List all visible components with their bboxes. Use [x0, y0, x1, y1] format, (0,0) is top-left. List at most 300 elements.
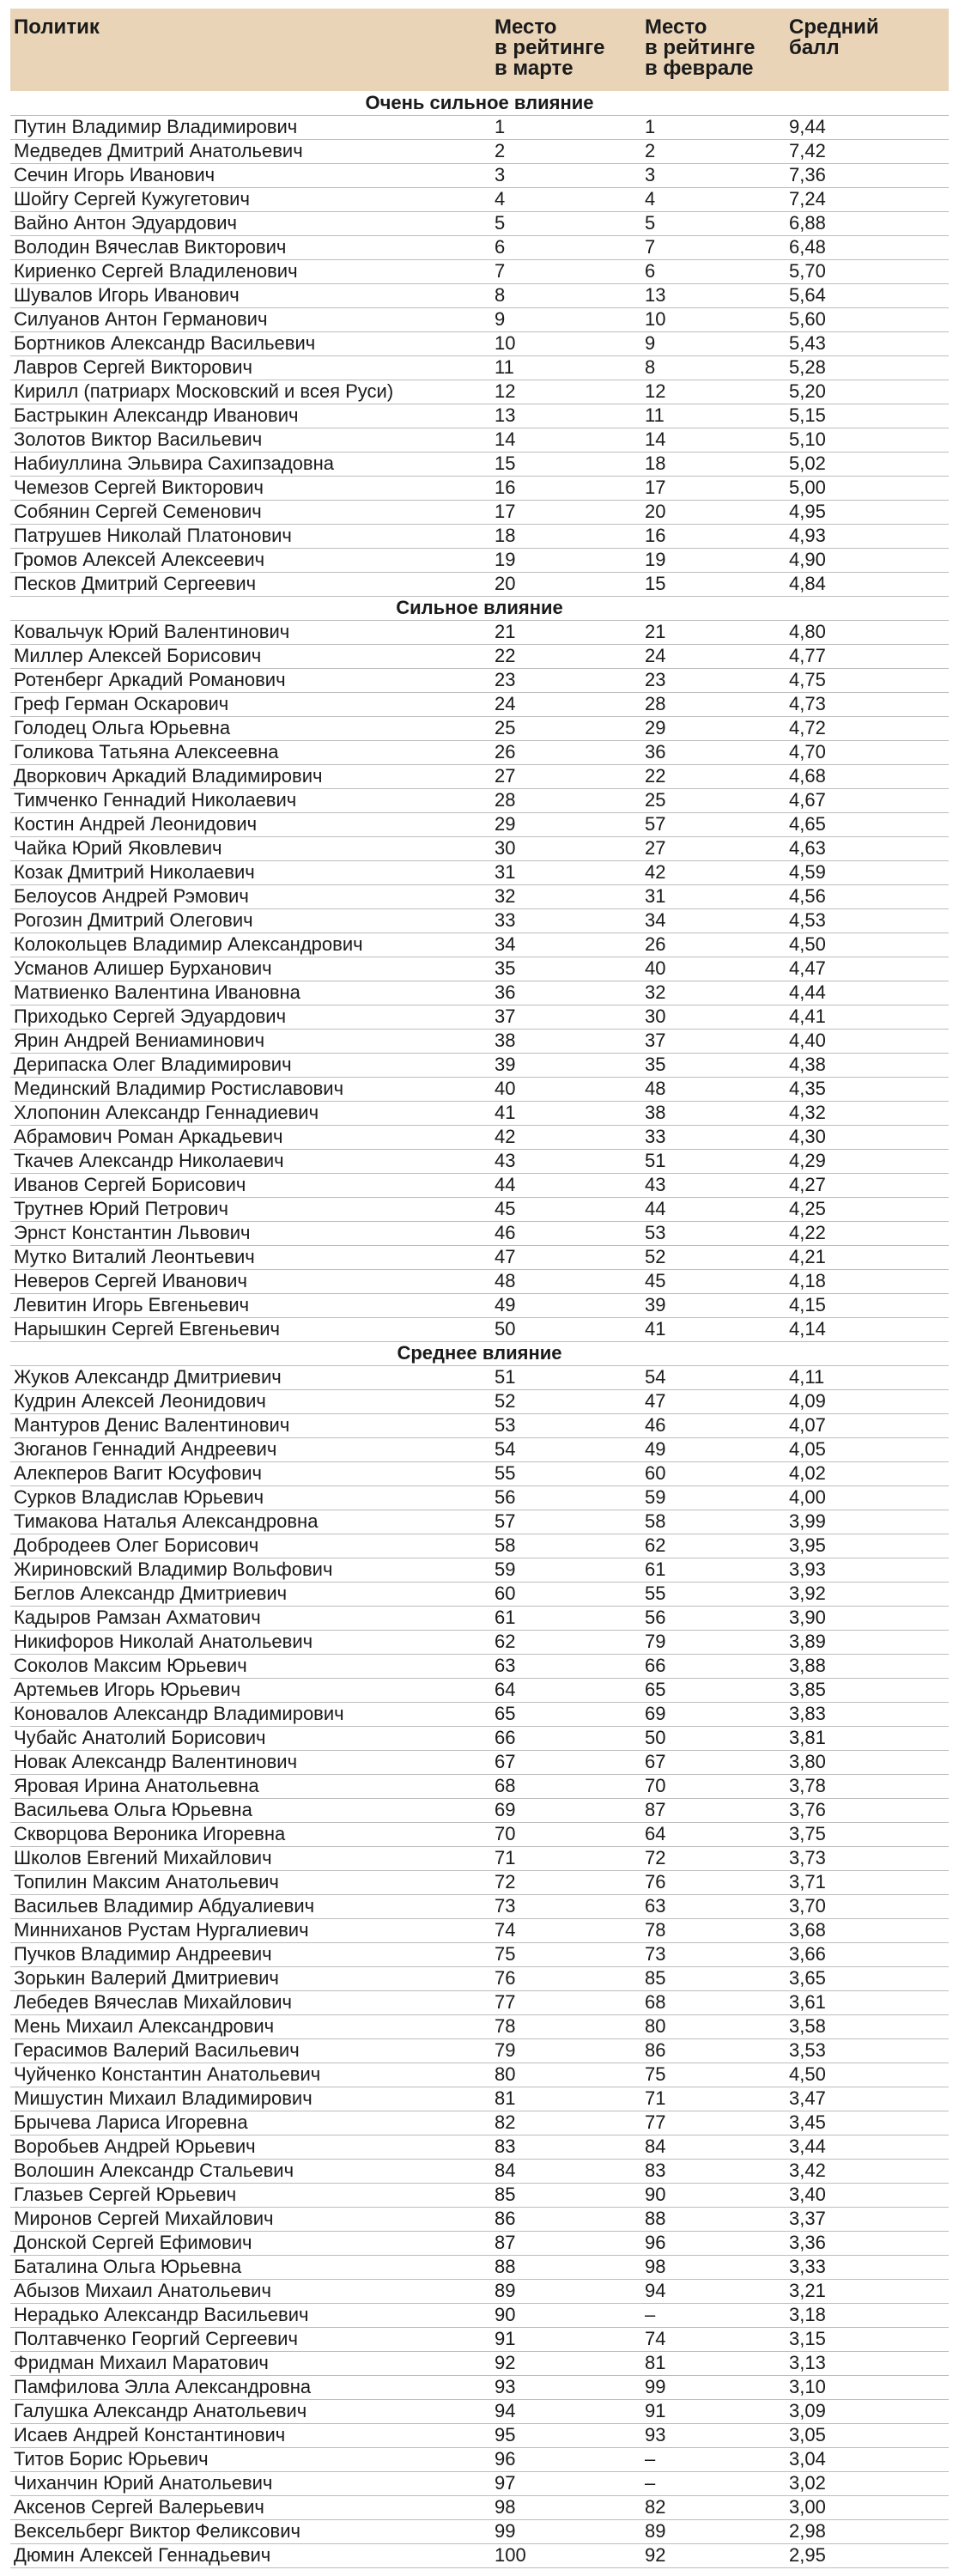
- march-rank: 72: [491, 1870, 641, 1894]
- table-row: [10, 1894, 949, 1918]
- february-rank: 74: [641, 2327, 786, 2351]
- march-rank: 25: [491, 716, 641, 740]
- average-score: 3,93: [786, 1558, 949, 1582]
- march-rank: 26: [491, 740, 641, 764]
- table-row: [10, 500, 949, 524]
- february-rank: 83: [641, 2159, 786, 2183]
- politician-name: Абрамович Роман Аркадьевич: [10, 1125, 491, 1149]
- march-rank: 37: [491, 1005, 641, 1029]
- table-row: [10, 1293, 949, 1317]
- average-score: 3,36: [786, 2231, 949, 2255]
- politician-name: Зюганов Геннадий Андреевич: [10, 1437, 491, 1461]
- march-rank: 100: [491, 2543, 641, 2567]
- table-row: [10, 452, 949, 476]
- politician-name: Галушка Александр Анатольевич: [10, 2399, 491, 2423]
- march-rank: 73: [491, 1894, 641, 1918]
- february-rank: 2: [641, 139, 786, 163]
- february-rank: 70: [641, 1774, 786, 1798]
- politician-name: Донской Сергей Ефимович: [10, 2231, 491, 2255]
- section-header-row: [10, 596, 949, 620]
- february-rank: 85: [641, 1966, 786, 1990]
- march-rank: 54: [491, 1437, 641, 1461]
- february-rank: 27: [641, 836, 786, 860]
- march-rank: 9: [491, 307, 641, 331]
- header-february-line: в рейтинге: [645, 36, 756, 59]
- table-row: [10, 1053, 949, 1077]
- average-score: 6,88: [786, 211, 949, 235]
- table-row: [10, 860, 949, 884]
- table-row: [10, 1413, 949, 1437]
- politician-name: Володин Вячеслав Викторович: [10, 235, 491, 259]
- march-rank: 83: [491, 2135, 641, 2159]
- average-score: 4,40: [786, 1029, 949, 1053]
- table-row: [10, 1654, 949, 1678]
- table-row: [10, 1750, 949, 1774]
- table-row: [10, 1125, 949, 1149]
- politician-name: Коновалов Александр Владимирович: [10, 1702, 491, 1726]
- february-rank: 87: [641, 1798, 786, 1822]
- average-score: 4,80: [786, 620, 949, 644]
- table-row: [10, 2447, 949, 2471]
- header-march-rank: [491, 9, 641, 91]
- table-row: [10, 548, 949, 572]
- february-rank: 55: [641, 1582, 786, 1606]
- average-score: 3,09: [786, 2399, 949, 2423]
- average-score: 9,44: [786, 115, 949, 139]
- average-score: 3,73: [786, 1846, 949, 1870]
- table-body: [10, 91, 949, 2567]
- february-rank: 20: [641, 500, 786, 524]
- table-row: [10, 908, 949, 933]
- average-score: 3,13: [786, 2351, 949, 2375]
- table-row: [10, 1221, 949, 1245]
- table-row: [10, 981, 949, 1005]
- politician-name: Колокольцев Владимир Александрович: [10, 933, 491, 957]
- average-score: 3,21: [786, 2279, 949, 2303]
- march-rank: 86: [491, 2207, 641, 2231]
- politician-name: Нерадько Александр Васильевич: [10, 2303, 491, 2327]
- average-score: 3,00: [786, 2495, 949, 2519]
- politician-name: Ковальчук Юрий Валентинович: [10, 620, 491, 644]
- march-rank: 34: [491, 933, 641, 957]
- politician-name: Трутнев Юрий Петрович: [10, 1197, 491, 1221]
- header-average-score: [786, 9, 949, 91]
- february-rank: –: [641, 2447, 786, 2471]
- february-rank: 81: [641, 2351, 786, 2375]
- table-row: [10, 957, 949, 981]
- header-march-line: в марте: [495, 57, 573, 80]
- politician-name: Дюмин Алексей Геннадьевич: [10, 2543, 491, 2567]
- march-rank: 21: [491, 620, 641, 644]
- average-score: 3,85: [786, 1678, 949, 1702]
- february-rank: 94: [641, 2279, 786, 2303]
- february-rank: 76: [641, 1870, 786, 1894]
- march-rank: 51: [491, 1365, 641, 1389]
- average-score: 4,18: [786, 1269, 949, 1293]
- politician-name: Артемьев Игорь Юрьевич: [10, 1678, 491, 1702]
- march-rank: 70: [491, 1822, 641, 1846]
- february-rank: 65: [641, 1678, 786, 1702]
- politician-name: Глазьев Сергей Юрьевич: [10, 2183, 491, 2207]
- politician-name: Неверов Сергей Иванович: [10, 1269, 491, 1293]
- average-score: 4,59: [786, 860, 949, 884]
- average-score: 4,05: [786, 1437, 949, 1461]
- february-rank: 92: [641, 2543, 786, 2567]
- march-rank: 23: [491, 668, 641, 692]
- average-score: 4,30: [786, 1125, 949, 1149]
- section-title: Сильное влияние: [10, 596, 949, 620]
- march-rank: 8: [491, 283, 641, 307]
- table-row: [10, 1942, 949, 1966]
- average-score: 3,76: [786, 1798, 949, 1822]
- table-row: [10, 1245, 949, 1269]
- average-score: 3,66: [786, 1942, 949, 1966]
- table-row: [10, 1582, 949, 1606]
- average-score: 4,27: [786, 1173, 949, 1197]
- table-row: [10, 1389, 949, 1413]
- politician-name: Вексельберг Виктор Феликсович: [10, 2519, 491, 2543]
- table-row: [10, 2471, 949, 2495]
- header-politician: [10, 9, 491, 91]
- average-score: 3,45: [786, 2111, 949, 2135]
- february-rank: 69: [641, 1702, 786, 1726]
- table-row: [10, 283, 949, 307]
- average-score: 5,28: [786, 355, 949, 380]
- politician-name: Дерипаска Олег Владимирович: [10, 1053, 491, 1077]
- politician-name: Усманов Алишер Бурханович: [10, 957, 491, 981]
- table-row: [10, 187, 949, 211]
- march-rank: 7: [491, 259, 641, 283]
- table-row: [10, 1846, 949, 1870]
- table-row: [10, 524, 949, 548]
- table-row: [10, 1365, 949, 1389]
- march-rank: 71: [491, 1846, 641, 1870]
- politician-name: Васильева Ольга Юрьевна: [10, 1798, 491, 1822]
- politician-name: Воробьев Андрей Юрьевич: [10, 2135, 491, 2159]
- politician-name: Тимченко Геннадий Николаевич: [10, 788, 491, 812]
- february-rank: 47: [641, 1389, 786, 1413]
- header-march-line: в рейтинге: [495, 36, 605, 59]
- february-rank: 54: [641, 1365, 786, 1389]
- march-rank: 40: [491, 1077, 641, 1101]
- table-row: [10, 884, 949, 908]
- february-rank: 16: [641, 524, 786, 548]
- march-rank: 96: [491, 2447, 641, 2471]
- average-score: 5,43: [786, 331, 949, 355]
- february-rank: 39: [641, 1293, 786, 1317]
- march-rank: 4: [491, 187, 641, 211]
- february-rank: 24: [641, 644, 786, 668]
- politician-name: Беглов Александр Дмитриевич: [10, 1582, 491, 1606]
- march-rank: 75: [491, 1942, 641, 1966]
- february-rank: 99: [641, 2375, 786, 2399]
- politician-name: Лавров Сергей Викторович: [10, 355, 491, 380]
- header-row: [10, 9, 949, 91]
- table-row: [10, 1269, 949, 1293]
- march-rank: 53: [491, 1413, 641, 1437]
- table-row: [10, 355, 949, 380]
- politician-name: Медведев Дмитрий Анатольевич: [10, 139, 491, 163]
- politician-name: Соколов Максим Юрьевич: [10, 1654, 491, 1678]
- february-rank: 66: [641, 1654, 786, 1678]
- february-rank: 25: [641, 788, 786, 812]
- average-score: 5,60: [786, 307, 949, 331]
- march-rank: 55: [491, 1461, 641, 1485]
- table-row: [10, 259, 949, 283]
- table-row: [10, 2495, 949, 2519]
- politician-name: Брычева Лариса Игоревна: [10, 2111, 491, 2135]
- february-rank: 77: [641, 2111, 786, 2135]
- february-rank: 38: [641, 1101, 786, 1125]
- table-row: [10, 764, 949, 788]
- march-rank: 82: [491, 2111, 641, 2135]
- average-score: 7,42: [786, 139, 949, 163]
- politician-name: Вайно Антон Эдуардович: [10, 211, 491, 235]
- february-rank: 7: [641, 235, 786, 259]
- february-rank: 62: [641, 1534, 786, 1558]
- table-row: [10, 2399, 949, 2423]
- february-rank: 96: [641, 2231, 786, 2255]
- march-rank: 45: [491, 1197, 641, 1221]
- table-row: [10, 2111, 949, 2135]
- february-rank: 80: [641, 2014, 786, 2038]
- table-row: [10, 1149, 949, 1173]
- politician-name: Лебедев Вячеслав Михайлович: [10, 1990, 491, 2014]
- february-rank: 46: [641, 1413, 786, 1437]
- february-rank: 91: [641, 2399, 786, 2423]
- average-score: 4,70: [786, 740, 949, 764]
- politician-name: Зорькин Валерий Дмитриевич: [10, 1966, 491, 1990]
- february-rank: 15: [641, 572, 786, 596]
- average-score: 3,37: [786, 2207, 949, 2231]
- february-rank: 53: [641, 1221, 786, 1245]
- table-row: [10, 1197, 949, 1221]
- march-rank: 20: [491, 572, 641, 596]
- march-rank: 19: [491, 548, 641, 572]
- average-score: 3,40: [786, 2183, 949, 2207]
- average-score: 4,63: [786, 836, 949, 860]
- february-rank: 61: [641, 1558, 786, 1582]
- march-rank: 57: [491, 1510, 641, 1534]
- february-rank: 3: [641, 163, 786, 187]
- march-rank: 80: [491, 2063, 641, 2087]
- march-rank: 29: [491, 812, 641, 836]
- march-rank: 50: [491, 1317, 641, 1341]
- table-row: [10, 1029, 949, 1053]
- february-rank: 35: [641, 1053, 786, 1077]
- politician-name: Собянин Сергей Семенович: [10, 500, 491, 524]
- march-rank: 10: [491, 331, 641, 355]
- march-rank: 52: [491, 1389, 641, 1413]
- average-score: 3,75: [786, 1822, 949, 1846]
- politician-name: Иванов Сергей Борисович: [10, 1173, 491, 1197]
- february-rank: 73: [641, 1942, 786, 1966]
- february-rank: 50: [641, 1726, 786, 1750]
- politician-name: Приходько Сергей Эдуардович: [10, 1005, 491, 1029]
- politician-name: Кириенко Сергей Владиленович: [10, 259, 491, 283]
- table-row: [10, 2159, 949, 2183]
- march-rank: 42: [491, 1125, 641, 1149]
- politician-name: Васильев Владимир Абдуалиевич: [10, 1894, 491, 1918]
- average-score: 3,95: [786, 1534, 949, 1558]
- table-row: [10, 404, 949, 428]
- politician-name: Ткачев Александр Николаевич: [10, 1149, 491, 1173]
- rating-table: [10, 9, 949, 2568]
- march-rank: 12: [491, 380, 641, 404]
- february-rank: 52: [641, 1245, 786, 1269]
- march-rank: 68: [491, 1774, 641, 1798]
- table-row: [10, 1990, 949, 2014]
- february-rank: 8: [641, 355, 786, 380]
- march-rank: 2: [491, 139, 641, 163]
- march-rank: 48: [491, 1269, 641, 1293]
- february-rank: 71: [641, 2087, 786, 2111]
- politician-name: Мутко Виталий Леонтьевич: [10, 1245, 491, 1269]
- march-rank: 79: [491, 2038, 641, 2063]
- march-rank: 63: [491, 1654, 641, 1678]
- politician-name: Алекперов Вагит Юсуфович: [10, 1461, 491, 1485]
- march-rank: 39: [491, 1053, 641, 1077]
- average-score: 3,80: [786, 1750, 949, 1774]
- march-rank: 90: [491, 2303, 641, 2327]
- february-rank: 21: [641, 620, 786, 644]
- average-score: 3,61: [786, 1990, 949, 2014]
- table-row: [10, 692, 949, 716]
- march-rank: 59: [491, 1558, 641, 1582]
- average-score: 4,09: [786, 1389, 949, 1413]
- table-row: [10, 1510, 949, 1534]
- politician-name: Рогозин Дмитрий Олегович: [10, 908, 491, 933]
- average-score: 2,95: [786, 2543, 949, 2567]
- table-row: [10, 572, 949, 596]
- march-rank: 61: [491, 1606, 641, 1630]
- average-score: 5,00: [786, 476, 949, 500]
- february-rank: 84: [641, 2135, 786, 2159]
- table-row: [10, 1966, 949, 1990]
- february-rank: 43: [641, 1173, 786, 1197]
- politician-name: Эрнст Константин Львович: [10, 1221, 491, 1245]
- march-rank: 27: [491, 764, 641, 788]
- february-rank: 78: [641, 1918, 786, 1942]
- average-score: 3,78: [786, 1774, 949, 1798]
- march-rank: 30: [491, 836, 641, 860]
- politician-name: Топилин Максим Анатольевич: [10, 1870, 491, 1894]
- table-row: [10, 788, 949, 812]
- table-row: [10, 307, 949, 331]
- politician-name: Чубайс Анатолий Борисович: [10, 1726, 491, 1750]
- table-row: [10, 211, 949, 235]
- february-rank: 72: [641, 1846, 786, 1870]
- march-rank: 95: [491, 2423, 641, 2447]
- table-row: [10, 1678, 949, 1702]
- average-score: 4,73: [786, 692, 949, 716]
- table-row: [10, 1870, 949, 1894]
- march-rank: 58: [491, 1534, 641, 1558]
- politician-name: Дворкович Аркадий Владимирович: [10, 764, 491, 788]
- table-row: [10, 2038, 949, 2063]
- march-rank: 5: [491, 211, 641, 235]
- average-score: 4,41: [786, 1005, 949, 1029]
- table-row: [10, 2375, 949, 2399]
- politician-name: Жириновский Владимир Вольфович: [10, 1558, 491, 1582]
- politician-name: Сурков Владислав Юрьевич: [10, 1485, 491, 1510]
- table-row: [10, 2423, 949, 2447]
- politician-name: Миронов Сергей Михайлович: [10, 2207, 491, 2231]
- average-score: 6,48: [786, 235, 949, 259]
- header-score-line: Средний: [789, 15, 879, 39]
- average-score: 3,92: [786, 1582, 949, 1606]
- politician-name: Мантуров Денис Валентинович: [10, 1413, 491, 1437]
- politician-name: Путин Владимир Владимирович: [10, 115, 491, 139]
- section-header-row: [10, 91, 949, 115]
- table-row: [10, 331, 949, 355]
- average-score: 3,33: [786, 2255, 949, 2279]
- politician-name: Мишустин Михаил Владимирович: [10, 2087, 491, 2111]
- february-rank: 63: [641, 1894, 786, 1918]
- table-row: [10, 2063, 949, 2087]
- march-rank: 92: [491, 2351, 641, 2375]
- average-score: 3,65: [786, 1966, 949, 1990]
- politician-name: Шойгу Сергей Кужугетович: [10, 187, 491, 211]
- february-rank: 51: [641, 1149, 786, 1173]
- average-score: 3,47: [786, 2087, 949, 2111]
- politician-name: Белоусов Андрей Рэмович: [10, 884, 491, 908]
- table-row: [10, 716, 949, 740]
- politician-name: Шувалов Игорь Иванович: [10, 283, 491, 307]
- table-row: [10, 836, 949, 860]
- average-score: 4,53: [786, 908, 949, 933]
- average-score: 3,68: [786, 1918, 949, 1942]
- march-rank: 84: [491, 2159, 641, 2183]
- average-score: 3,18: [786, 2303, 949, 2327]
- table-row: [10, 1630, 949, 1654]
- march-rank: 97: [491, 2471, 641, 2495]
- politician-name: Титов Борис Юрьевич: [10, 2447, 491, 2471]
- february-rank: 36: [641, 740, 786, 764]
- politician-name: Скворцова Вероника Игоревна: [10, 1822, 491, 1846]
- march-rank: 18: [491, 524, 641, 548]
- average-score: 4,77: [786, 644, 949, 668]
- average-score: 4,72: [786, 716, 949, 740]
- march-rank: 76: [491, 1966, 641, 1990]
- average-score: 7,24: [786, 187, 949, 211]
- february-rank: 6: [641, 259, 786, 283]
- march-rank: 94: [491, 2399, 641, 2423]
- march-rank: 33: [491, 908, 641, 933]
- average-score: 4,14: [786, 1317, 949, 1341]
- february-rank: 88: [641, 2207, 786, 2231]
- march-rank: 46: [491, 1221, 641, 1245]
- february-rank: 30: [641, 1005, 786, 1029]
- table-row: [10, 1101, 949, 1125]
- february-rank: 67: [641, 1750, 786, 1774]
- politician-name: Тимакова Наталья Александровна: [10, 1510, 491, 1534]
- march-rank: 62: [491, 1630, 641, 1654]
- february-rank: 57: [641, 812, 786, 836]
- february-rank: 1: [641, 115, 786, 139]
- march-rank: 6: [491, 235, 641, 259]
- february-rank: 33: [641, 1125, 786, 1149]
- politician-name: Матвиенко Валентина Ивановна: [10, 981, 491, 1005]
- politician-name: Сечин Игорь Иванович: [10, 163, 491, 187]
- march-rank: 22: [491, 644, 641, 668]
- table-row: [10, 2327, 949, 2351]
- average-score: 4,68: [786, 764, 949, 788]
- politician-name: Голикова Татьяна Алексеевна: [10, 740, 491, 764]
- politician-name: Кадыров Рамзан Ахматович: [10, 1606, 491, 1630]
- average-score: 4,02: [786, 1461, 949, 1485]
- march-rank: 99: [491, 2519, 641, 2543]
